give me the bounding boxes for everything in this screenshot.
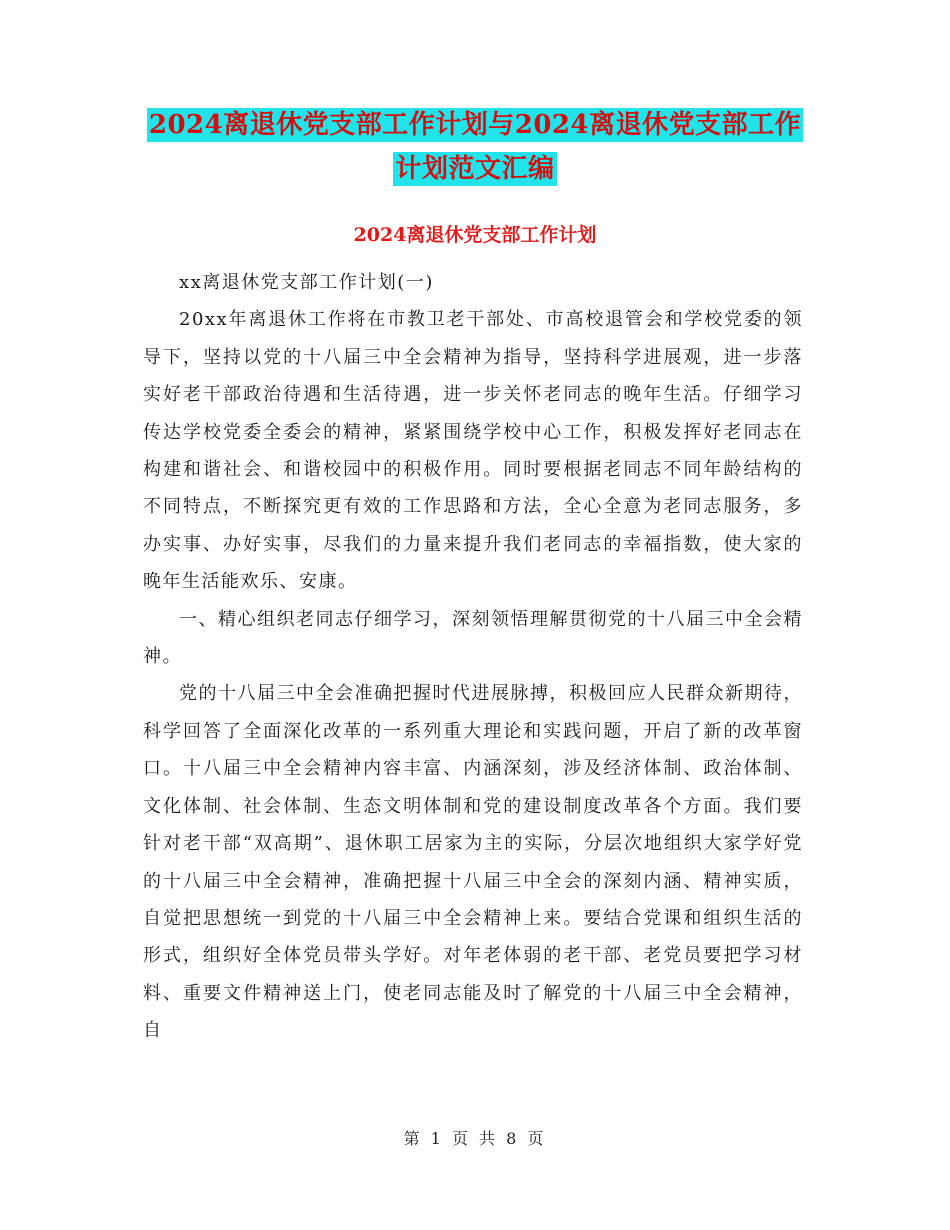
- paragraph-detail: 党的十八届三中全会准确把握时代进展脉搏，积极回应人民群众新期待，科学回答了全面深化改革的一系列重大理论和实践问题，开启了新的改革窗口。十八届三中全会精神内容丰富、内涵深刻，涉及经济体制、政治体制、文化体制、社会体制、生态文明体制和党的建设制度改革各个方面。我们要针对老干部“双高期”、退休职工居家为主的实际，分层次地组织大家学好党的十八届三中全会精神，准确把握十八届三中全会的深刻内涵、精神实质，自觉把思想统一到党的十八届三中全会精神上来。要结合党课和组织生活的形式，组织好全体党员带头学好。对年老体弱的老干部、老党员要把学习材料、重要文件精神送上门，使老同志能及时了解党的十八届三中全会精神，自: [143, 683, 803, 1042]
- paragraph-heading: xx离退休党支部工作计划(一): [179, 272, 434, 293]
- section-subtitle: 2024离退休党支部工作计划: [353, 224, 597, 246]
- paragraph-intro: 20xx年离退休工作将在市教卫老干部处、市高校退管会和学校党委的领导下，坚持以党的十八届三中全会精神为指导，坚持科学进展观，进一步落实好老干部政治待遇和生活待遇，进一步关怀老同志的晚年生活。仔细学习传达学校党委全委会的精神，紧紧围绕学校中心工作，积极发挥好老同志在构建和谐社会、和谐校园中的积极作用。同时要根据老同志不同年龄结构的不同特点，不断探究更有效的工作思路和方法，全心全意为老同志服务，多办实事、办好实事，尽我们的力量来提升我们老同志的幸福指数，使大家的晚年生活能欢乐、安康。: [143, 309, 803, 593]
- page-number-footer: 第 1 页 共 8 页: [403, 1129, 547, 1148]
- title-line-2: 计划范文汇编: [395, 154, 555, 184]
- paragraph-section-one: 一、精心组织老同志仔细学习，深刻领悟理解贯彻党的十八届三中全会精神。: [143, 608, 803, 668]
- document-body: [143, 264, 803, 1050]
- title-line-1: 2024离退休党支部工作计划与2024离退休党支部工作: [148, 110, 802, 140]
- document-title: [0, 108, 950, 186]
